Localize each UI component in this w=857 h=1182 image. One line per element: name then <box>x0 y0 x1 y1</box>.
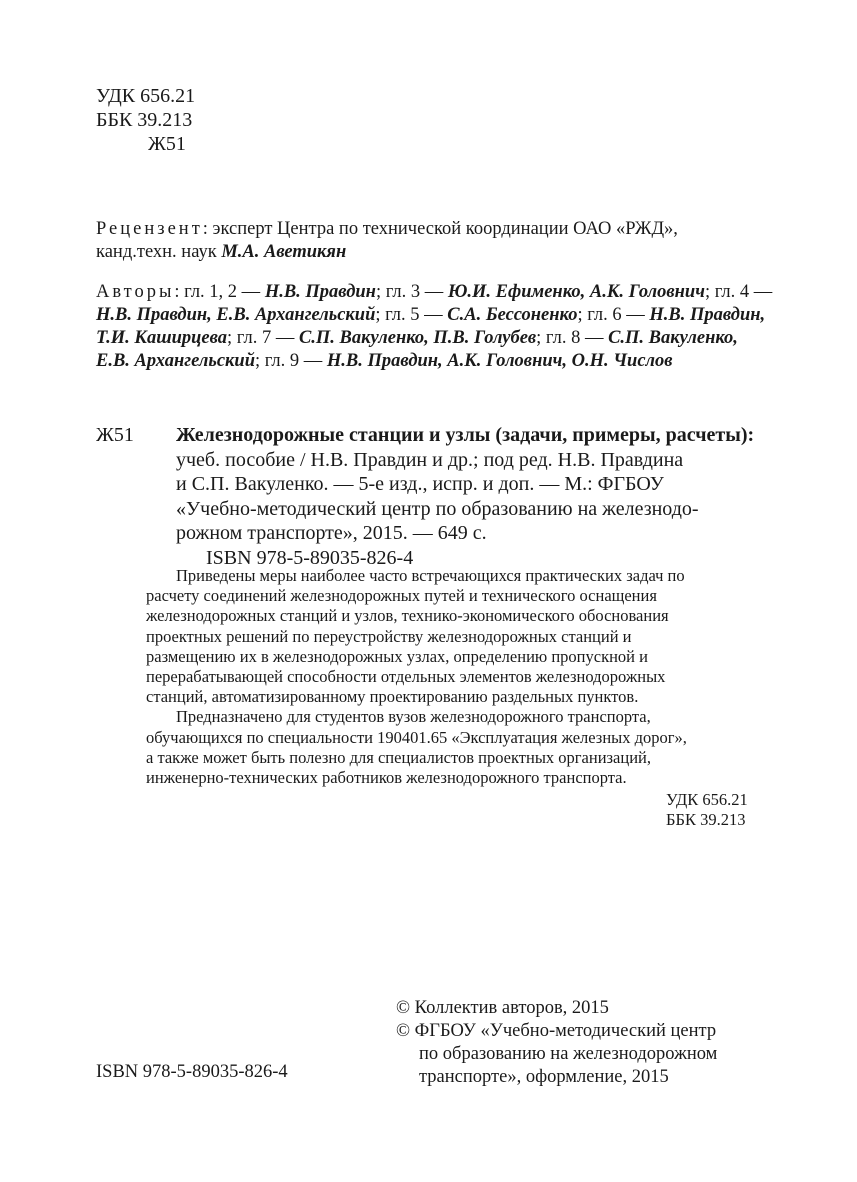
udk-code: УДК 656.21 <box>666 790 748 809</box>
reviewer-degree: канд.техн. наук <box>96 242 222 262</box>
annotation-line: инженерно-технических работников железнодорожного транспорта. <box>146 768 627 788</box>
annotation-line: а также может быть полезно для специалистов проектных организаций, <box>146 747 651 767</box>
copyright-line: транспорте», оформление, 2015 <box>419 1067 669 1087</box>
copyright-line: © ФГБОУ «Учебно-методический центр <box>396 1021 717 1041</box>
reviewer-label: Рецензент <box>96 219 203 239</box>
annotation-line: Приведены меры наиболее часто встречающихся практических задач по <box>176 566 685 585</box>
authors-label: Авторы <box>96 282 175 302</box>
classification-codes-top <box>96 84 195 156</box>
authors-text: ; гл. 8 — <box>536 328 609 348</box>
bbk-code: ББК 39.213 <box>666 810 746 829</box>
annotation <box>146 566 766 788</box>
authors-text: ; гл. 3 — <box>375 282 448 302</box>
author-name: Е.В. Архангельский <box>96 351 255 371</box>
author-name: Т.И. Каширцева <box>96 328 228 348</box>
author-name: Н.В. Правдин <box>264 282 376 302</box>
catalog-line: «Учебно-методический центр по образованию на железнодо- <box>176 497 699 520</box>
copyright-block <box>396 997 717 1089</box>
annotation-line: станций, автоматизированному проектированию раздельных пунктов. <box>146 687 639 707</box>
authors-text: ; гл. 4 — <box>704 282 773 302</box>
authors-text: : гл. 1, 2 — <box>174 282 265 302</box>
author-sign: Ж51 <box>148 133 186 155</box>
authors-text: ; гл. 7 — <box>227 328 299 348</box>
author-name: Н.В. Правдин, А.К. Головнич, О.Н. Числов <box>326 351 673 371</box>
author-name: С.П. Вакуленко, <box>608 328 738 348</box>
author-name: Ю.И. Ефименко, А.К. Головнич <box>447 282 705 302</box>
isbn: ISBN 978-5-89035-826-4 <box>96 1062 288 1082</box>
catalog-line: рожном транспорте», 2015. — 649 с. <box>176 522 487 544</box>
catalog-entry <box>96 423 766 570</box>
annotation-line: железнодорожных станций и узлов, технико-экономического обоснования <box>146 606 669 626</box>
reviewer-block <box>96 218 766 264</box>
annotation-line: обучающихся по специальности 190401.65 «Эксплуатация железных дорог», <box>146 727 687 747</box>
annotation-line: проектных решений по переустройству железнодорожных станций и <box>146 626 632 646</box>
catalog-line: и С.П. Вакуленко. — 5-е изд., испр. и доп. — М.: ФГБОУ <box>176 473 664 495</box>
classification-codes-bottom <box>666 790 748 830</box>
author-name: С.А. Бессоненко <box>447 305 578 325</box>
reviewer-name: М.А. Аветикян <box>221 242 347 262</box>
copyright-line: по образованию на железнодорожном <box>419 1044 718 1064</box>
book-title: Железнодорожные станции и узлы (задачи, примеры, расчеты): <box>176 424 755 446</box>
catalog-code: Ж51 <box>96 424 134 446</box>
authors-text: ; гл. 9 — <box>255 351 327 371</box>
bbk-code: ББК 39.213 <box>96 109 193 131</box>
authors-block <box>96 281 773 373</box>
reviewer-text: : эксперт Центра по технической координации ОАО «РЖД», <box>202 219 678 239</box>
annotation-line: размещению их в железнодорожных узлах, определению пропускной и <box>146 646 648 666</box>
annotation-line: расчету соединений железнодорожных путей и технического оснащения <box>146 586 657 606</box>
catalog-isbn: ISBN 978-5-89035-826-4 <box>206 546 414 569</box>
annotation-line: перерабатывающей способности отдельных элементов железнодорожных <box>146 667 666 687</box>
authors-text: ; гл. 6 — <box>577 305 650 325</box>
author-name: С.П. Вакуленко, П.В. Голубев <box>298 328 537 348</box>
annotation-line: Предназначено для студентов вузов железнодорожного транспорта, <box>176 707 651 727</box>
copyright-line: © Коллектив авторов, 2015 <box>396 998 609 1018</box>
catalog-line: учеб. пособие / Н.В. Правдин и др.; под ред. Н.В. Правдина <box>176 448 684 471</box>
author-name: Н.В. Правдин, Е.В. Архангельский <box>96 305 376 325</box>
udk-code: УДК 656.21 <box>96 85 196 107</box>
author-name: Н.В. Правдин, <box>649 305 766 325</box>
authors-text: ; гл. 5 — <box>375 305 448 325</box>
